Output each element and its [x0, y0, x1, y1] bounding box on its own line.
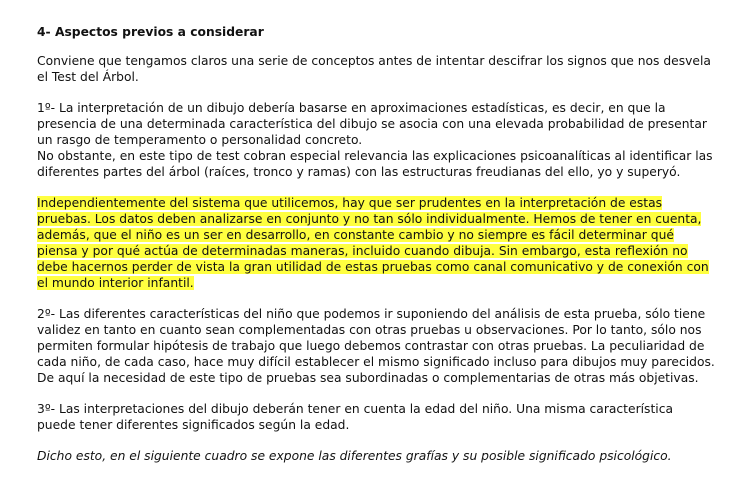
document-body	[37, 24, 715, 479]
point-1-paragraph	[37, 100, 715, 180]
point-3-paragraph: 3º- Las interpretaciones del dibujo deberán tener en cuenta la edad del niño. Una misma característica puede tener diferentes significados según la edad.	[37, 402, 673, 432]
highlighted-text: Independientemente del sistema que utilicemos, hay que ser prudentes en la interpretación de estas pruebas. Los datos deben analizarse en conjunto y no tan sólo individualmente. Hemos de tener en cuenta, además, que el niño es un ser en desarrollo, en constante cambio y no siempre es fácil determinar qué piensa y por qué actúa de determinadas maneras, incluido cuando dibuja. Sin embargo, esta reflexión no debe hacernos perder de vista la gran utilidad de estas pruebas como canal comunicativo y de conexión con el mundo interior infantil.	[37, 196, 709, 290]
intro-paragraph: Conviene que tengamos claros una serie de conceptos antes de intentar descifrar los signos que nos desvela el Test del Árbol.	[37, 54, 711, 84]
point-1-text: 1º- La interpretación de un dibujo debería basarse en aproximaciones estadísticas, es decir, en que la presencia de una determinada característica del dibujo se asocia con una elevada probabilidad de presentar un rasgo de temperamento o personalidad concreto.	[37, 101, 707, 147]
closing-paragraph: Dicho esto, en el siguiente cuadro se expone las diferentes grafías y su posible significado psicológico.	[37, 449, 672, 463]
section-title: 4- Aspectos previos a considerar	[37, 25, 264, 39]
point-1-note: No obstante, en este tipo de test cobran especial relevancia las explicaciones psicoanalíticas al identificar las diferentes partes del árbol (raíces, tronco y ramas) con las estructuras freudianas del ello, yo y superyó.	[37, 149, 713, 179]
highlighted-paragraph	[37, 195, 715, 291]
point-2-paragraph: 2º- Las diferentes características del niño que podemos ir suponiendo del análisis de esta prueba, sólo tiene validez en tanto en cuanto sean complementadas con otras pruebas u observaciones. Por lo tanto, sólo nos permiten formular hipótesis de trabajo que luego debemos contrastar con otras pruebas. La peculiaridad de cada niño, de cada caso, hace muy difícil establecer el mismo significado incluso para dibujos muy parecidos. De aquí la necesidad de este tipo de pruebas sea subordinadas o complementarias de otras más objetivas.	[37, 307, 715, 385]
